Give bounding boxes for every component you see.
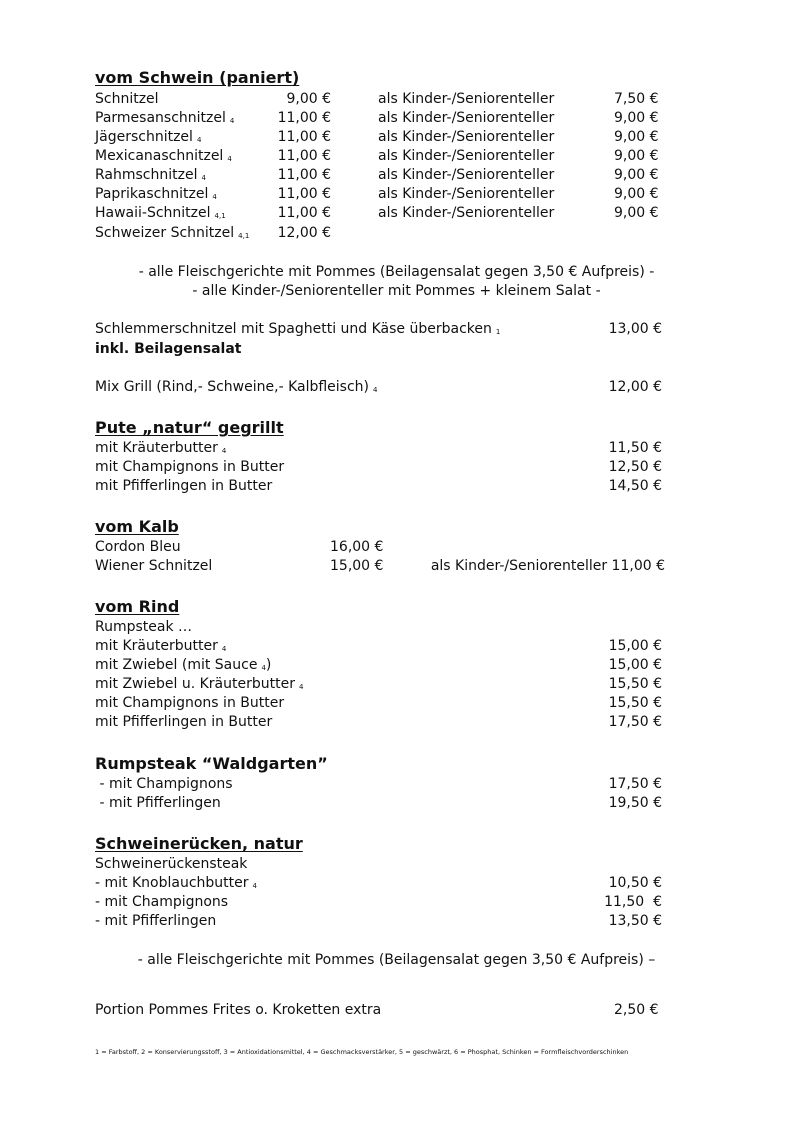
section-heading-kalb: vom Kalb	[95, 517, 179, 536]
dish-price: 9,00 €	[286, 91, 331, 107]
dish-name	[95, 224, 249, 246]
dish-price: 11,50 €	[608, 440, 662, 456]
kids-plate-note: - alle Kinder-/Seniorenteller mit Pommes + kleinem Salat -	[192, 283, 601, 299]
dish-price: 11,00 €	[277, 110, 331, 126]
dish-price: 11,50 €	[604, 894, 662, 910]
allergen-note: 4	[201, 174, 206, 182]
dish-price: 13,00 €	[608, 321, 662, 337]
allergen-note: 4	[227, 155, 232, 163]
dish-name: - mit Pfifferlingen	[95, 913, 217, 929]
dish-price: 17,50 €	[608, 714, 662, 730]
dish-intro: Schweinerückensteak	[95, 856, 248, 872]
dish-price: 17,50 €	[608, 776, 662, 792]
dish-label: Schlemmerschnitzel mit Spaghetti und Käse überbacken	[95, 321, 492, 337]
kid-label: als Kinder-/Seniorenteller	[378, 91, 555, 107]
dish-label: Mexicanaschnitzel	[95, 148, 224, 164]
section-heading-waldgarten: Rumpsteak “Waldgarten”	[95, 754, 328, 773]
side-dish-note: - alle Fleischgerichte mit Pommes (Beilagensalat gegen 3,50 € Aufpreis) –	[137, 952, 656, 968]
dish-price: 12,00 €	[608, 379, 662, 395]
dish-price: 11,00 €	[277, 129, 331, 145]
dish-price: 14,50 €	[608, 478, 662, 494]
dish-price: 10,50 €	[608, 875, 662, 891]
dish-name: - mit Pfifferlingen	[95, 795, 221, 811]
allergen-note: 4	[196, 136, 202, 144]
kid-label: als Kinder-/Seniorenteller	[378, 167, 555, 183]
allergen-note: 1	[495, 328, 501, 336]
dish-label: Rahmschnitzel	[95, 167, 198, 183]
dish-price: 15,00 €	[330, 558, 384, 574]
dish-price: 12,50 €	[608, 459, 662, 475]
kid-label: als Kinder-/Seniorenteller	[378, 148, 555, 164]
dish-price: 19,50 €	[608, 795, 662, 811]
dish-label: mit Zwiebel (mit Sauce	[95, 657, 258, 673]
dish-label: Paprikaschnitzel	[95, 186, 209, 202]
dish-name	[95, 378, 377, 400]
allergen-note: 4	[261, 664, 266, 672]
dish-price: 15,50 €	[608, 695, 662, 711]
allergen-note: 4	[298, 683, 304, 691]
dish-price: 11,00 €	[277, 186, 331, 202]
kid-price: 7,50 €	[614, 91, 659, 107]
section-heading-schweineruecken: Schweinerücken, natur	[95, 834, 303, 853]
dish-label: Mix Grill (Rind,- Schweine,- Kalbfleisch)	[95, 379, 370, 395]
kid-label: als Kinder-/Seniorenteller	[378, 186, 555, 202]
allergen-note: 4	[252, 882, 257, 890]
kid-label: als Kinder-/Seniorenteller	[378, 129, 555, 145]
allergen-note: 4	[221, 447, 227, 455]
dish-name: mit Pfifferlingen in Butter	[95, 714, 273, 730]
dish-price: 11,00 €	[277, 148, 331, 164]
dish-name: Schnitzel	[95, 91, 159, 107]
dish-label: mit Kräuterbutter	[95, 440, 218, 456]
dish-label: Jägerschnitzel	[95, 129, 193, 145]
dish-label: - mit Knoblauchbutter	[95, 875, 249, 891]
kid-price: 9,00 €	[614, 186, 659, 202]
dish-name: mit Champignons in Butter	[95, 459, 285, 475]
side-dish-note: - alle Fleischgerichte mit Pommes (Beilagensalat gegen 3,50 € Aufpreis) -	[138, 264, 655, 280]
dish-price: 2,50 €	[614, 1002, 659, 1018]
allergen-note: 4,1	[238, 232, 250, 240]
allergen-note: 4	[212, 193, 217, 201]
kid-label: als Kinder-/Seniorenteller	[378, 110, 555, 126]
dish-name: Cordon Bleu	[95, 539, 181, 555]
dish-name	[95, 320, 500, 342]
allergen-note: 4	[221, 645, 227, 653]
dish-name: mit Champignons in Butter	[95, 695, 285, 711]
kid-price: 9,00 €	[614, 167, 659, 183]
kid-price: 9,00 €	[614, 129, 659, 145]
dish-price: 15,50 €	[608, 676, 662, 692]
dish-label: mit Kräuterbutter	[95, 638, 218, 654]
dish-label-end: )	[265, 657, 272, 673]
dish-price: 12,00 €	[277, 225, 331, 241]
dish-name: mit Pfifferlingen in Butter	[95, 478, 273, 494]
dish-price: 15,00 €	[608, 657, 662, 673]
dish-intro: Rumpsteak …	[95, 619, 193, 635]
kid-label: als Kinder-/Seniorenteller 11,00 €	[430, 558, 665, 574]
section-heading-pute: Pute „natur“ gegrillt	[95, 418, 284, 437]
section-heading-schwein: vom Schwein (paniert)	[95, 68, 300, 87]
dish-name: Wiener Schnitzel	[95, 558, 213, 574]
kid-price: 9,00 €	[614, 110, 659, 126]
dish-label: Hawaii-Schnitzel	[95, 205, 211, 221]
section-heading-rind: vom Rind	[95, 597, 180, 616]
dish-name: - mit Champignons	[95, 776, 233, 792]
dish-label: Schweizer Schnitzel	[95, 225, 235, 241]
dish-price: 15,00 €	[608, 638, 662, 654]
kid-price: 9,00 €	[614, 148, 659, 164]
dish-label: Parmesanschnitzel	[95, 110, 226, 126]
dish-price: 16,00 €	[330, 539, 384, 555]
dish-label: mit Zwiebel u. Kräuterbutter	[95, 676, 295, 692]
allergen-footnote: 1 = Farbstoff, 2 = Konservierungsstoff, 3 = Antioxidationsmittel, 4 = Geschmacksverstärker, 5 = geschwärzt, 6 = Phosphat, Schinken = Formfleischvorderschinken	[95, 1048, 629, 1056]
dish-name: Portion Pommes Frites o. Kroketten extra	[95, 1002, 382, 1018]
dish-price: 11,00 €	[277, 167, 331, 183]
allergen-note: 4	[373, 386, 378, 394]
dish-extra-note: inkl. Beilagensalat	[95, 341, 242, 357]
kid-price: 9,00 €	[614, 205, 659, 221]
dish-price: 13,50 €	[608, 913, 662, 929]
dish-name: - mit Champignons	[95, 894, 229, 910]
kid-label: als Kinder-/Seniorenteller	[378, 205, 555, 221]
allergen-note: 4,1	[214, 212, 226, 220]
allergen-note: 4	[229, 117, 235, 125]
dish-name	[95, 204, 226, 226]
dish-price: 11,00 €	[277, 205, 331, 221]
